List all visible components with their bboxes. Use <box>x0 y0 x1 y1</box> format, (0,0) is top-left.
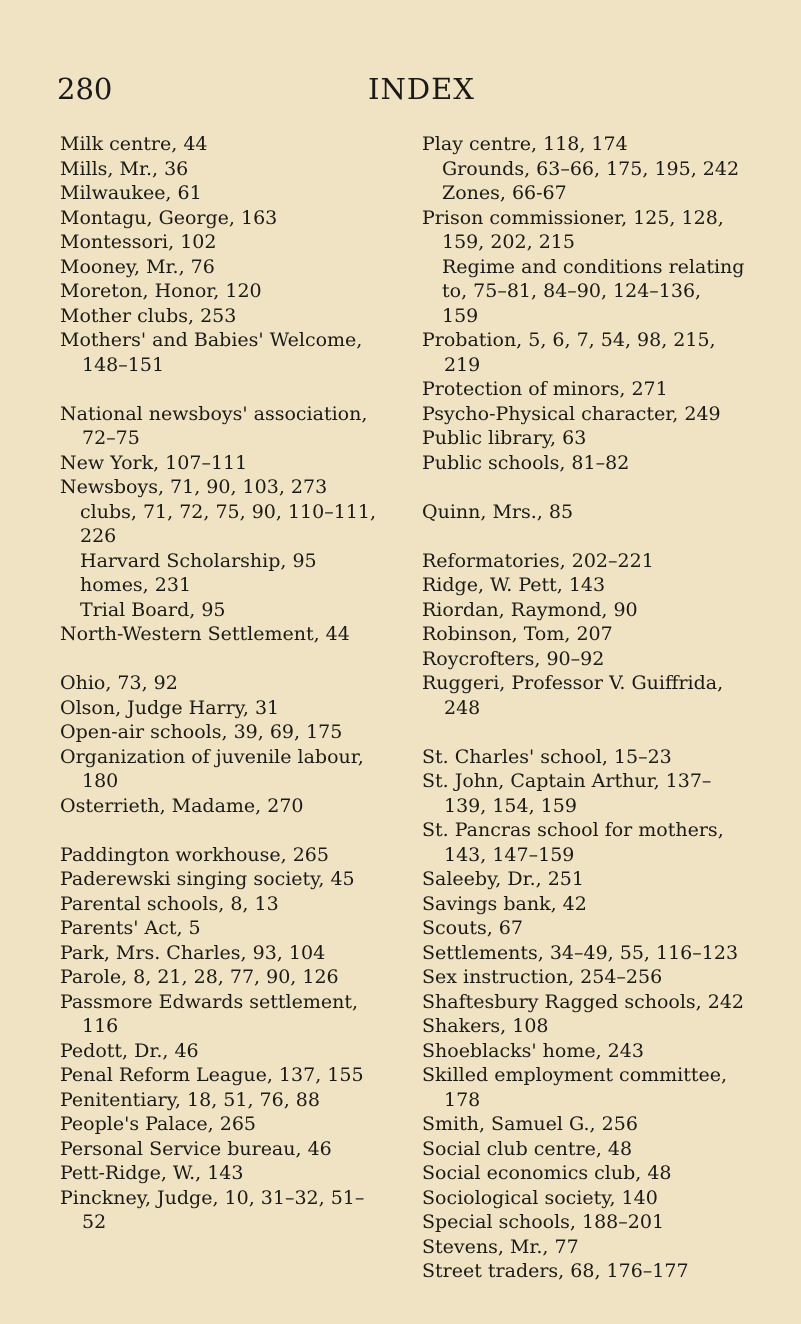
index-entry: Penitentiary, 18, 51, 76, 88 <box>60 1088 320 1111</box>
index-entry: Savings bank, 42 <box>422 892 587 915</box>
group-spacer <box>60 818 415 843</box>
index-entry: Mothers' and Babies' Welcome, <box>60 329 363 351</box>
index-entry: Roycrofters, 90–92 <box>422 647 605 670</box>
index-entry: Montagu, George, 163 <box>60 206 278 229</box>
index-entry: St. Charles' school, 15–23 <box>422 745 672 768</box>
index-entry: New York, 107–111 <box>60 451 248 474</box>
index-entry: Saleeby, Dr., 251 <box>422 868 584 890</box>
group-spacer <box>60 377 415 402</box>
index-entry: St. Pancras school for mothers, <box>422 819 724 841</box>
index-subentry: Zones, 66-67 <box>442 182 567 204</box>
index-subentry: Trial Board, 95 <box>80 598 226 621</box>
group-spacer <box>422 475 792 500</box>
index-entry-continuation: 148–151 <box>82 353 165 376</box>
index-entry: Pinckney, Judge, 10, 31–32, 51– <box>60 1186 365 1209</box>
index-entry: Paddington workhouse, 265 <box>60 843 329 866</box>
index-entry-continuation: 52 <box>82 1211 107 1233</box>
index-entry: People's Palace, 265 <box>60 1113 257 1135</box>
index-subentry: 226 <box>80 525 117 547</box>
index-subentry: clubs, 71, 72, 75, 90, 110–111, <box>80 500 377 523</box>
index-letter-group <box>60 671 415 818</box>
index-entry: Play centre, 118, 174 <box>422 133 628 155</box>
index-letter-group <box>422 132 792 475</box>
index-entry: Sex instruction, 254–256 <box>422 966 663 988</box>
index-entry: Personal Service bureau, 46 <box>60 1137 332 1160</box>
index-letter-group <box>422 500 792 525</box>
index-entry: Riordan, Raymond, 90 <box>422 598 638 621</box>
index-entry: Penal Reform League, 137, 155 <box>60 1064 364 1086</box>
index-entry: Stevens, Mr., 77 <box>422 1235 579 1258</box>
index-entry: Milk centre, 44 <box>60 133 208 155</box>
index-entry: St. John, Captain Arthur, 137– <box>422 770 712 792</box>
group-spacer <box>422 524 792 549</box>
index-entry: Milwaukee, 61 <box>60 182 202 204</box>
index-entry: Pett-Ridge, W., 143 <box>60 1162 244 1184</box>
index-entry: Social economics club, 48 <box>422 1162 672 1184</box>
index-entry: Shakers, 108 <box>422 1015 549 1037</box>
index-subentry: Regime and conditions relating <box>442 255 745 278</box>
index-entry: Sociological society, 140 <box>422 1186 658 1209</box>
index-letter-group <box>60 402 415 647</box>
index-entry: Reformatories, 202–221 <box>422 549 654 572</box>
index-entry: Ridge, W. Pett, 143 <box>422 574 606 596</box>
index-entry: Public schools, 81–82 <box>422 451 630 474</box>
index-entry: Paderewski singing society, 45 <box>60 868 355 890</box>
index-entry-continuation: 116 <box>82 1015 119 1037</box>
index-entry: Settlements, 34–49, 55, 116–123 <box>422 941 739 964</box>
index-entry: Special schools, 188–201 <box>422 1211 665 1233</box>
index-entry: Montessori, 102 <box>60 231 217 253</box>
index-entry: Mother clubs, 253 <box>60 304 237 327</box>
index-entry: Passmore Edwards settlement, <box>60 990 358 1013</box>
index-entry: Pedott, Dr., 46 <box>60 1039 199 1062</box>
index-entry: Prison commissioner, 125, 128, <box>422 206 724 229</box>
index-entry-continuation: 248 <box>444 696 481 719</box>
index-entry: Robinson, Tom, 207 <box>422 623 613 645</box>
index-entry: Olson, Judge Harry, 31 <box>60 696 280 719</box>
index-subentry: 159, 202, 215 <box>442 231 575 253</box>
index-entry: Shoeblacks' home, 243 <box>422 1039 644 1062</box>
index-entry: Organization of juvenile labour, <box>60 745 364 768</box>
page-title: INDEX <box>368 72 475 106</box>
index-entry: Ohio, 73, 92 <box>60 672 178 694</box>
group-spacer <box>60 647 415 672</box>
index-subentry: Harvard Scholarship, 95 <box>80 549 317 572</box>
index-letter-group <box>422 549 792 721</box>
page-header <box>0 72 801 112</box>
index-entry-continuation: 219 <box>444 353 481 376</box>
index-entry: Shaftesbury Ragged schools, 242 <box>422 990 745 1013</box>
index-entry: Osterrieth, Madame, 270 <box>60 794 304 817</box>
index-entry-continuation: 143, 147–159 <box>444 843 575 866</box>
index-entry: Mooney, Mr., 76 <box>60 255 215 278</box>
index-entry: Probation, 5, 6, 7, 54, 98, 215, <box>422 329 716 351</box>
index-entry-continuation: 180 <box>82 770 119 792</box>
page-number: 280 <box>57 72 113 106</box>
index-letter-group <box>60 843 415 1235</box>
index-entry: Newsboys, 71, 90, 103, 273 <box>60 476 328 498</box>
index-entry: Quinn, Mrs., 85 <box>422 500 574 523</box>
index-entry: Public library, 63 <box>422 427 587 449</box>
index-entry-continuation: 178 <box>444 1088 481 1111</box>
index-entry: Mills, Mr., 36 <box>60 157 189 180</box>
index-entry: Scouts, 67 <box>422 917 523 939</box>
index-entry: Park, Mrs. Charles, 93, 104 <box>60 941 326 964</box>
index-entry: Moreton, Honor, 120 <box>60 280 262 302</box>
index-letter-group <box>60 132 415 377</box>
index-column-left <box>60 132 415 1235</box>
index-entry: Ruggeri, Professor V. Guiffrida, <box>422 672 724 694</box>
index-entry: Street traders, 68, 176–177 <box>422 1260 689 1282</box>
index-column-right <box>422 132 792 1284</box>
index-entry: Open-air schools, 39, 69, 175 <box>60 721 343 743</box>
group-spacer <box>422 720 792 745</box>
index-subentry: 159 <box>442 304 479 327</box>
index-subentry: homes, 231 <box>80 574 192 596</box>
index-entry: Skilled employment committee, <box>422 1064 728 1086</box>
index-entry: North-Western Settlement, 44 <box>60 623 350 645</box>
index-entry: Parental schools, 8, 13 <box>60 892 279 915</box>
index-entry: Social club centre, 48 <box>422 1137 633 1160</box>
index-subentry: to, 75–81, 84–90, 124–136, <box>442 280 702 302</box>
index-entry: Smith, Samuel G., 256 <box>422 1113 638 1135</box>
index-entry-continuation: 72–75 <box>82 427 140 449</box>
index-entry: Psycho-Physical character, 249 <box>422 402 721 425</box>
index-entry-continuation: 139, 154, 159 <box>444 794 577 817</box>
index-entry: National newsboys' association, <box>60 402 368 425</box>
index-entry: Parole, 8, 21, 28, 77, 90, 126 <box>60 966 339 988</box>
index-letter-group <box>422 745 792 1284</box>
index-entry: Parents' Act, 5 <box>60 917 201 939</box>
index-subentry: Grounds, 63–66, 175, 195, 242 <box>442 157 740 180</box>
index-entry: Protection of minors, 271 <box>422 378 668 400</box>
